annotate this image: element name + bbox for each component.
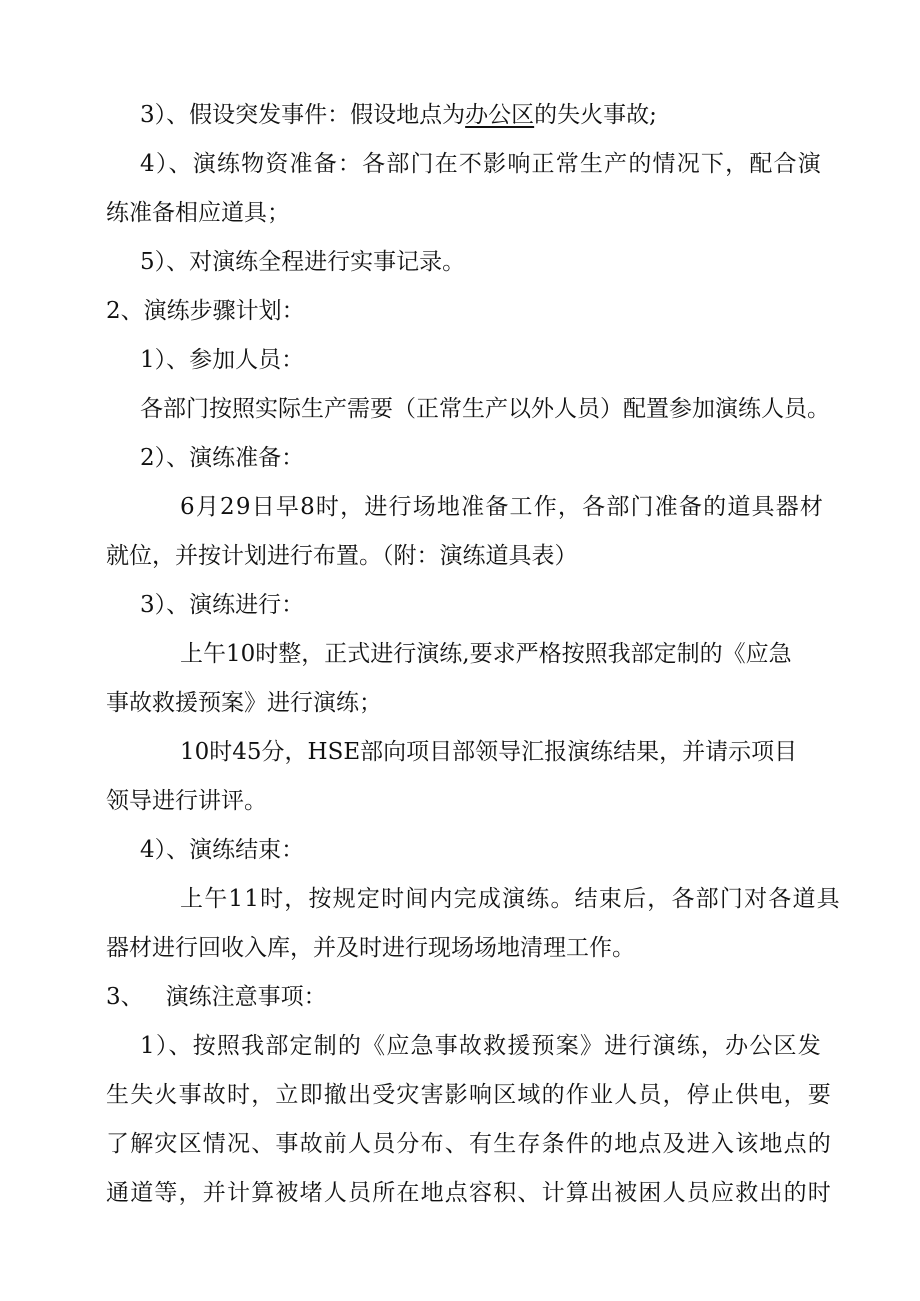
paragraph-line: 练准备相应道具； <box>106 200 290 226</box>
paragraph-line: 4）、演练物资准备：各部门在不影响正常生产的情况下，配合演 <box>140 151 822 177</box>
paragraph-line: 生失火事故时，立即撤出受灾害影响区域的作业人员，停止供电，要 <box>106 1082 832 1108</box>
paragraph-line: 1）、按照我部定制的《应急事故救援预案》进行演练，办公区发 <box>140 1033 822 1059</box>
paragraph-line: 领导进行讲评。 <box>106 788 267 814</box>
paragraph-line: 5）、对演练全程进行实事记录。 <box>140 249 466 275</box>
text-segment: 的失火事故; <box>534 102 657 128</box>
subsection-heading: 2）、演练准备： <box>140 445 305 471</box>
section-title: 演练注意事项： <box>165 984 327 1010</box>
section-heading: 2、演练步骤计划： <box>106 298 305 324</box>
paragraph-line: 各部门按照实际生产需要（正常生产以外人员）配置参加演练人员。 <box>140 396 830 422</box>
paragraph-line: 上午11时，按规定时间内完成演练。结束后，各部门对各道具 <box>180 886 841 912</box>
paragraph-line: 上午10时整，正式进行演练,要求严格按照我部定制的《应急 <box>180 641 792 667</box>
paragraph-line: 了解灾区情况、事故前人员分布、有生存条件的地点及进入该地点的 <box>106 1131 832 1157</box>
section-number: 3、 <box>106 984 144 1010</box>
underlined-location: 办公区 <box>465 102 535 128</box>
paragraph-line: 就位，并按计划进行布置。（附：演练道具表） <box>106 543 578 569</box>
subsection-heading: 3）、演练进行： <box>140 592 305 618</box>
subsection-heading: 1）、参加人员： <box>140 347 305 373</box>
subsection-heading: 4）、演练结束： <box>140 837 305 863</box>
paragraph-line: 事故救援预案》进行演练； <box>106 690 382 716</box>
paragraph-line: 通道等，并计算被堵人员所在地点容积、计算出被困人员应救出的时 <box>106 1180 832 1206</box>
paragraph-line: 10时45分，HSE部向项目部领导汇报演练结果，并请示项目 <box>180 739 798 765</box>
paragraph-line: 器材进行回收入库，并及时进行现场场地清理工作。 <box>106 935 635 961</box>
paragraph-line <box>0 100 920 130</box>
text-segment: 3）、假设突发事件：假设地点为 <box>140 102 466 128</box>
paragraph-line: 6月29日早8时，进行场地准备工作，各部门准备的道具器材 <box>180 494 825 520</box>
section-heading <box>0 982 920 1012</box>
